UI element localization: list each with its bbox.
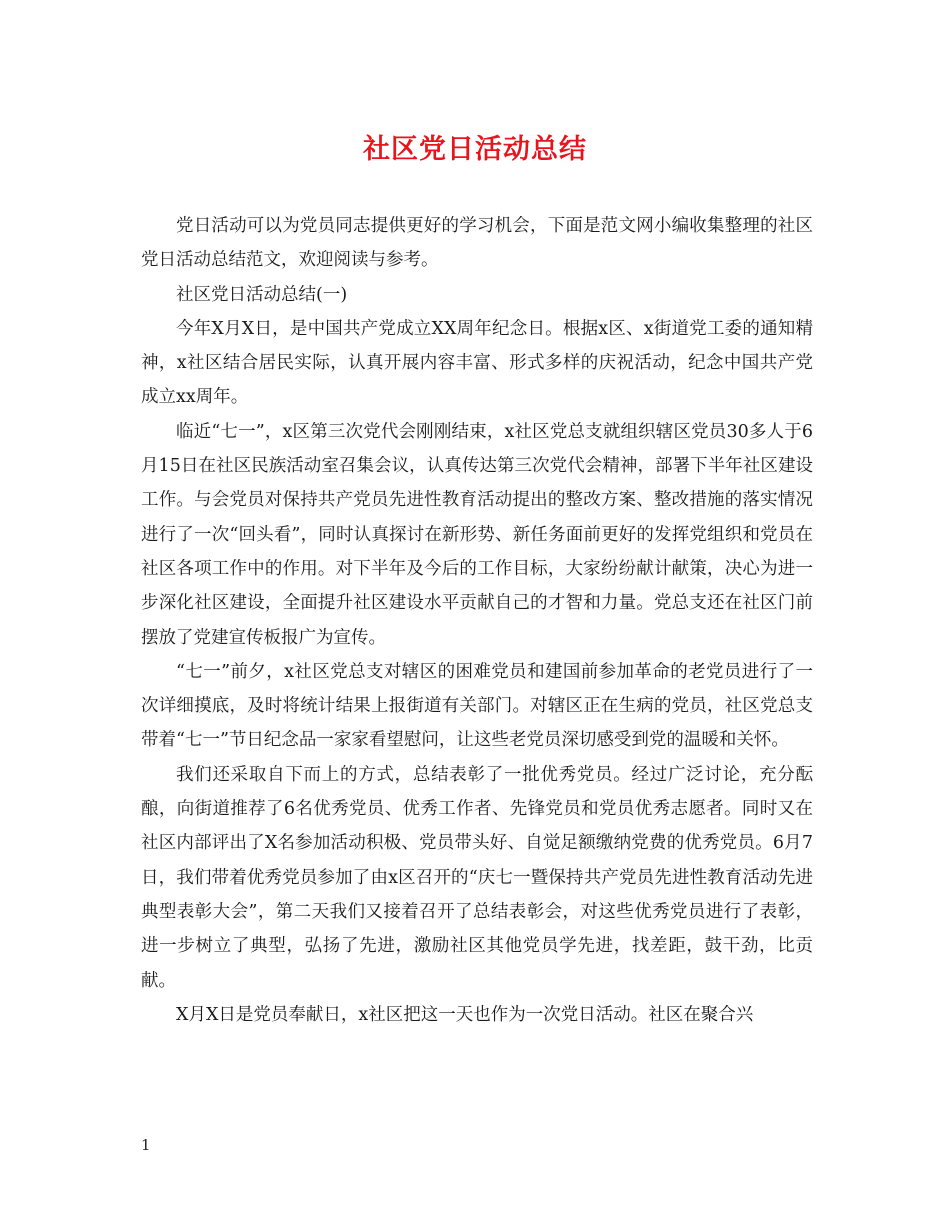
paragraph: 我们还采取自下而上的方式，总结表彰了一批优秀党员。经过广泛讨论，充分酝酿，向街道推荐了6名优秀党员、优秀工作者、先锋党员和党员优秀志愿者。同时又在社区内部评出了X名参加活动积极、党员带头好、自觉足额缴纳党费的优秀党员。6月7日，我们带着优秀党员参加了由x区召开的“庆七一暨保持共产党员先进性教育活动先进典型表彰大会”，第二天我们又接着召开了总结表彰会，对这些优秀党员进行了表彰，进一步树立了典型，弘扬了先进，激励社区其他党员学先进，找差距，鼓干劲，比贡献。 <box>141 764 813 991</box>
paragraph: “七一”前夕，x社区党总支对辖区的困难党员和建国前参加革命的老党员进行了一次详细摸底，及时将统计结果上报街道有关部门。对辖区正在生病的党员，社区党总支带着“七一”节日纪念品一家家看望慰问，让这些老党员深切感受到党的温暖和关怀。 <box>141 661 813 751</box>
page-number: 1 <box>141 1136 151 1154</box>
section-heading: 社区党日活动总结(一) <box>176 284 348 305</box>
document-title: 社区党日活动总结 <box>363 134 587 165</box>
document-body <box>141 209 813 1032</box>
paragraph: 临近“七一”，x区第三次党代会刚刚结束，x社区党总支就组织辖区党员30多人于6月15日在社区民族活动室召集会议，认真传达第三次党代会精神，部署下半年社区建设工作。与会党员对保持共产党员先进性教育活动提出的整改方案、整改措施的落实情况进行了一次“回头看”，同时认真探讨在新形势、新任务面前更好的发挥党组织和党员在社区各项工作中的作用。对下半年及今后的工作目标，大家纷纷献计献策，决心为进一步深化社区建设，全面提升社区建设水平贡献自己的才智和力量。党总支还在社区门前摆放了党建宣传板报广为宣传。 <box>141 421 813 648</box>
paragraph-intro: 党日活动可以为党员同志提供更好的学习机会，下面是范文网小编收集整理的社区党日活动总结范文，欢迎阅读与参考。 <box>141 216 813 271</box>
paragraph: X月X日是党员奉献日，x社区把这一天也作为一次党日活动。社区在聚合兴 <box>176 1004 754 1025</box>
paragraph: 今年X月X日，是中国共产党成立XX周年纪念日。根据x区、x街道党工委的通知精神，x社区结合居民实际，认真开展内容丰富、形式多样的庆祝活动，纪念中国共产党成立xx周年。 <box>141 318 813 408</box>
